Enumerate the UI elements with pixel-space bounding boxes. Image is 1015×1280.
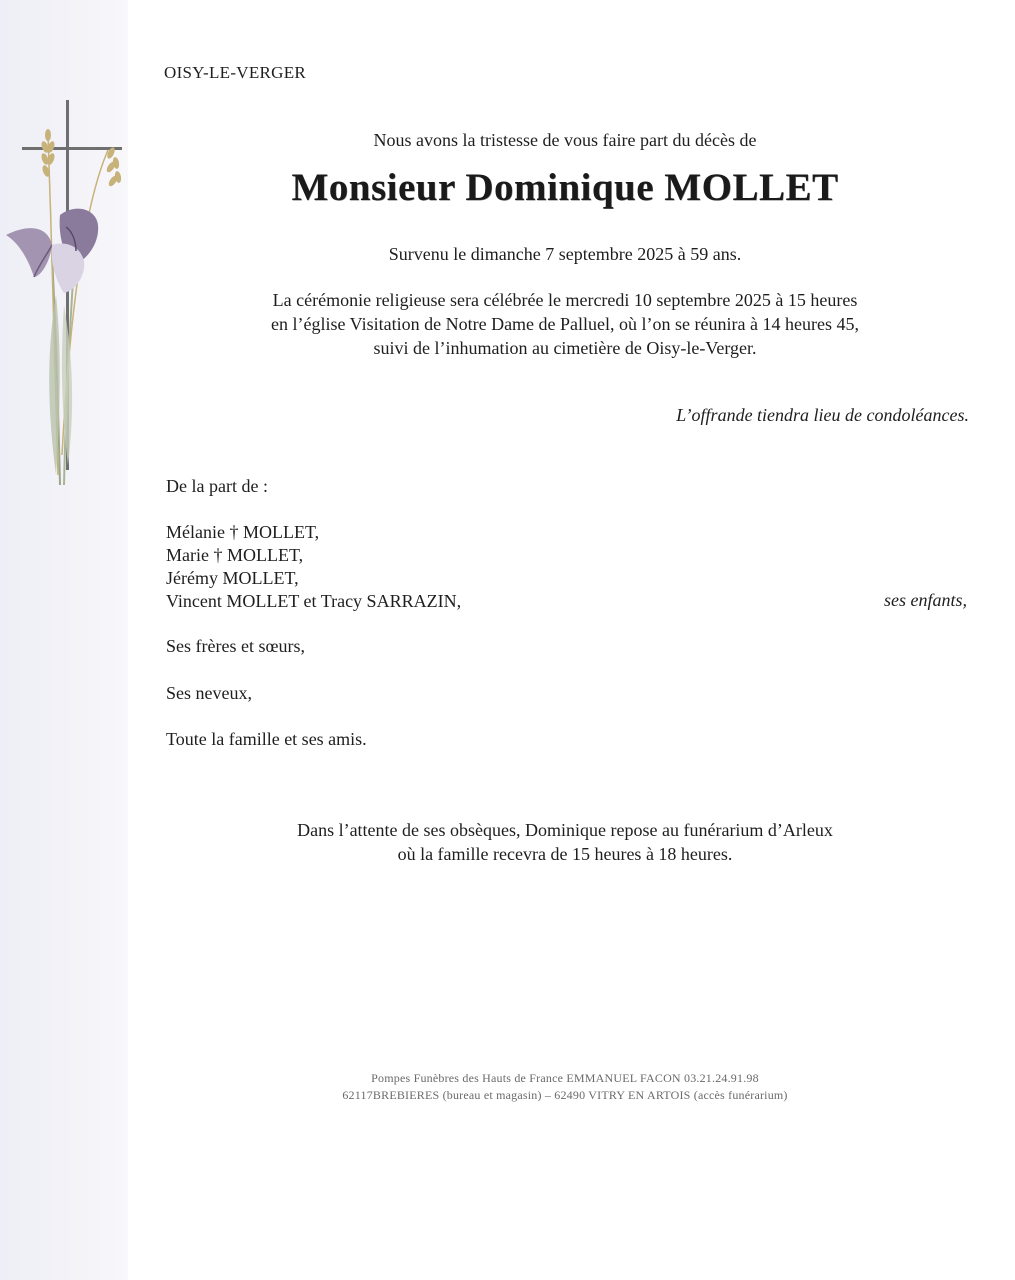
nephews-line: Ses neveux, <box>166 683 252 703</box>
announcement-intro: Nous avons la tristesse de vous faire part du décès de <box>373 130 757 150</box>
offrande-note: L’offrande tiendra lieu de condoléances. <box>676 405 969 425</box>
death-date-line: Survenu le dimanche 7 septembre 2025 à 59 ans. <box>388 244 742 264</box>
siblings-line: Ses frères et sœurs, <box>166 636 305 656</box>
wake-line: où la famille recevra de 15 heures à 18 heures. <box>397 844 733 864</box>
ceremony-line: en l’église Visitation de Notre Dame de Palluel, où l’on se réunira à 14 heures 45, <box>271 314 859 334</box>
town-name: OISY-LE-VERGER <box>164 63 307 82</box>
wake-line: Dans l’attente de ses obsèques, Dominique repose au funérarium d’Arleux <box>297 820 833 840</box>
child-name: Marie † MOLLET, <box>166 545 304 565</box>
child-name: Jérémy MOLLET, <box>166 568 299 588</box>
funeral-home-footer <box>140 1070 990 1104</box>
cross-wheat-calla-lily-icon <box>0 95 140 485</box>
children-role-label: ses enfants, <box>884 590 967 610</box>
ceremony-details <box>140 288 990 360</box>
ceremony-line: La cérémonie religieuse sera célébrée le mercredi 10 septembre 2025 à 15 heures <box>272 290 858 310</box>
ceremony-line: suivi de l’inhumation au cimetière de Oisy-le-Verger. <box>373 338 757 358</box>
footer-line: Pompes Funèbres des Hauts de France EMMANUEL FACON 03.21.24.91.98 <box>371 1071 759 1085</box>
child-name: Mélanie † MOLLET, <box>166 522 320 542</box>
children-list <box>166 521 461 613</box>
deceased-name: Monsieur Dominique MOLLET <box>291 166 839 209</box>
footer-line: 62117BREBIERES (bureau et magasin) – 62490 VITRY EN ARTOIS (accès funérarium) <box>342 1088 788 1102</box>
wake-details <box>140 818 990 866</box>
child-name: Vincent MOLLET et Tracy SARRAZIN, <box>166 591 462 611</box>
from-label: De la part de : <box>166 476 268 496</box>
family-friends-line: Toute la famille et ses amis. <box>166 729 367 749</box>
